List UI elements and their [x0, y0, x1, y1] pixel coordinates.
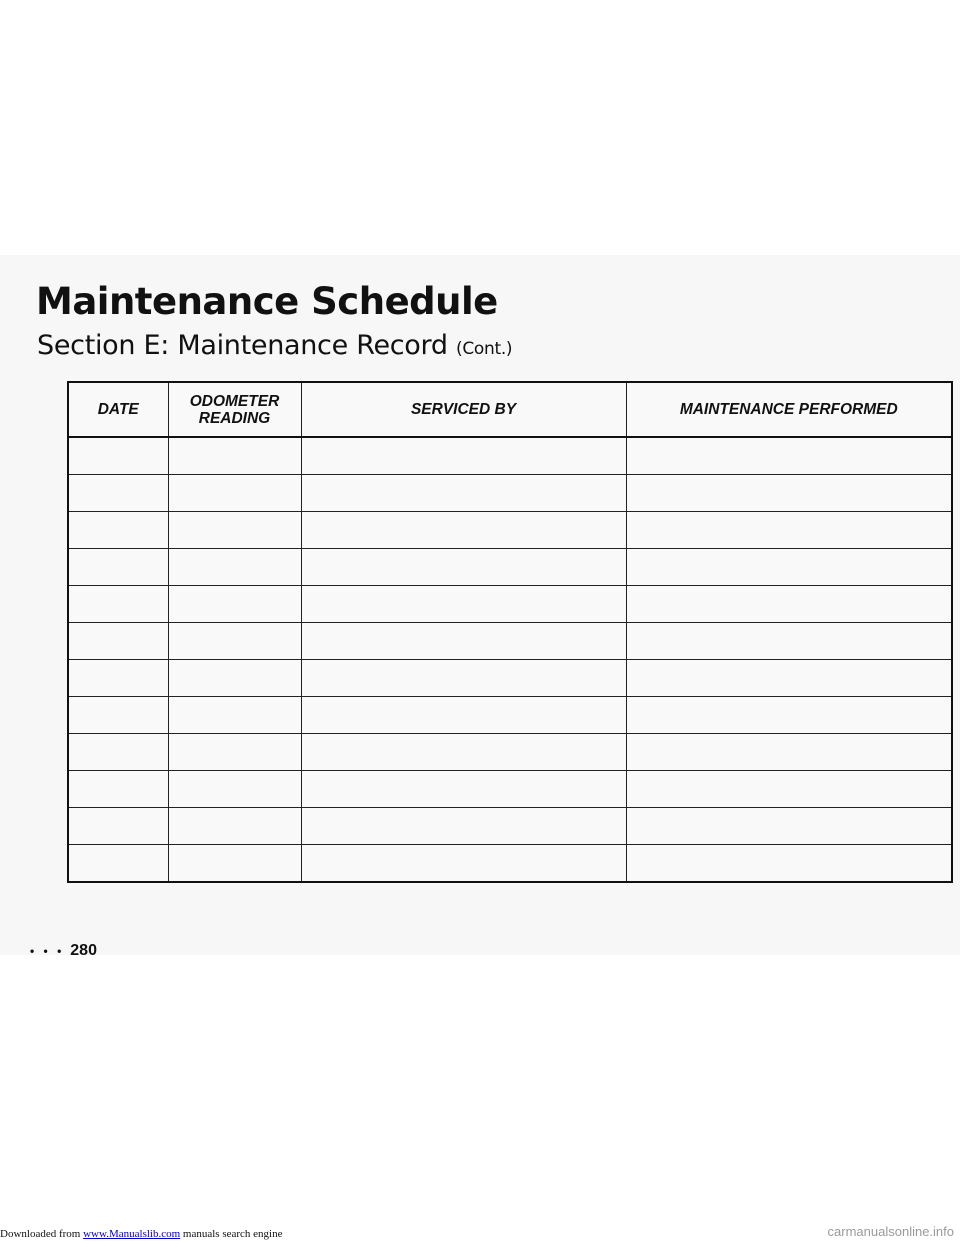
- maintenance-performed-cell[interactable]: [626, 437, 952, 475]
- table-row: [68, 586, 952, 623]
- serviced-by-cell[interactable]: [301, 660, 626, 697]
- odometer-cell[interactable]: [168, 586, 301, 623]
- table-row: [68, 697, 952, 734]
- manualslib-link[interactable]: www.Manualslib.com: [83, 1228, 181, 1240]
- date-cell[interactable]: [68, 734, 168, 771]
- table-row: [68, 437, 952, 475]
- section-subtitle: [37, 330, 512, 361]
- maintenance-performed-cell[interactable]: [626, 771, 952, 808]
- odometer-cell[interactable]: [168, 808, 301, 845]
- odometer-cell[interactable]: [168, 771, 301, 808]
- subtitle-cont: (Cont.): [455, 339, 513, 359]
- header-maintenance-performed: MAINTENANCE PERFORMED: [626, 382, 952, 437]
- odometer-cell[interactable]: [168, 623, 301, 660]
- date-cell[interactable]: [68, 475, 168, 512]
- odometer-cell[interactable]: [168, 437, 301, 475]
- maintenance-performed-cell[interactable]: [626, 512, 952, 549]
- table-row: [68, 734, 952, 771]
- maintenance-performed-cell[interactable]: [626, 697, 952, 734]
- serviced-by-cell[interactable]: [301, 771, 626, 808]
- subtitle-text: Section E: Maintenance Record: [37, 330, 448, 361]
- maintenance-performed-cell[interactable]: [626, 475, 952, 512]
- header-odometer-reading: ODOMETER READING: [168, 382, 301, 437]
- table-row: [68, 845, 952, 883]
- banner-suffix: manuals search engine: [182, 1228, 283, 1240]
- table-header-row: [68, 382, 952, 437]
- odometer-cell[interactable]: [168, 475, 301, 512]
- date-cell[interactable]: [68, 437, 168, 475]
- page-dots: • • •: [30, 944, 65, 958]
- download-banner: [0, 1228, 282, 1240]
- table-row: [68, 549, 952, 586]
- maintenance-performed-cell[interactable]: [626, 808, 952, 845]
- maintenance-performed-cell[interactable]: [626, 549, 952, 586]
- date-cell[interactable]: [68, 586, 168, 623]
- serviced-by-cell[interactable]: [301, 697, 626, 734]
- odometer-cell[interactable]: [168, 512, 301, 549]
- serviced-by-cell[interactable]: [301, 437, 626, 475]
- maintenance-record-table: [67, 381, 953, 883]
- odometer-cell[interactable]: [168, 697, 301, 734]
- table-row: [68, 660, 952, 697]
- page-number: [30, 942, 97, 960]
- date-cell[interactable]: [68, 808, 168, 845]
- maintenance-performed-cell[interactable]: [626, 623, 952, 660]
- date-cell[interactable]: [68, 660, 168, 697]
- date-cell[interactable]: [68, 771, 168, 808]
- odometer-cell[interactable]: [168, 734, 301, 771]
- odometer-cell[interactable]: [168, 660, 301, 697]
- serviced-by-cell[interactable]: [301, 808, 626, 845]
- table-row: [68, 771, 952, 808]
- serviced-by-cell[interactable]: [301, 586, 626, 623]
- table-row: [68, 475, 952, 512]
- odometer-cell[interactable]: [168, 845, 301, 883]
- serviced-by-cell[interactable]: [301, 475, 626, 512]
- serviced-by-cell[interactable]: [301, 549, 626, 586]
- table-row: [68, 623, 952, 660]
- watermark: carmanualsonline.info: [827, 1224, 954, 1239]
- date-cell[interactable]: [68, 549, 168, 586]
- table-row: [68, 808, 952, 845]
- odometer-cell[interactable]: [168, 549, 301, 586]
- banner-prefix: Downloaded from: [0, 1228, 81, 1240]
- maintenance-performed-cell[interactable]: [626, 845, 952, 883]
- serviced-by-cell[interactable]: [301, 845, 626, 883]
- page-title: Maintenance Schedule: [36, 280, 498, 323]
- maintenance-performed-cell[interactable]: [626, 734, 952, 771]
- header-serviced-by: SERVICED BY: [301, 382, 626, 437]
- date-cell[interactable]: [68, 697, 168, 734]
- serviced-by-cell[interactable]: [301, 512, 626, 549]
- table-row: [68, 512, 952, 549]
- maintenance-performed-cell[interactable]: [626, 660, 952, 697]
- header-date: DATE: [68, 382, 168, 437]
- serviced-by-cell[interactable]: [301, 623, 626, 660]
- page-number-text: 280: [70, 942, 97, 959]
- maintenance-performed-cell[interactable]: [626, 586, 952, 623]
- date-cell[interactable]: [68, 845, 168, 883]
- date-cell[interactable]: [68, 623, 168, 660]
- serviced-by-cell[interactable]: [301, 734, 626, 771]
- date-cell[interactable]: [68, 512, 168, 549]
